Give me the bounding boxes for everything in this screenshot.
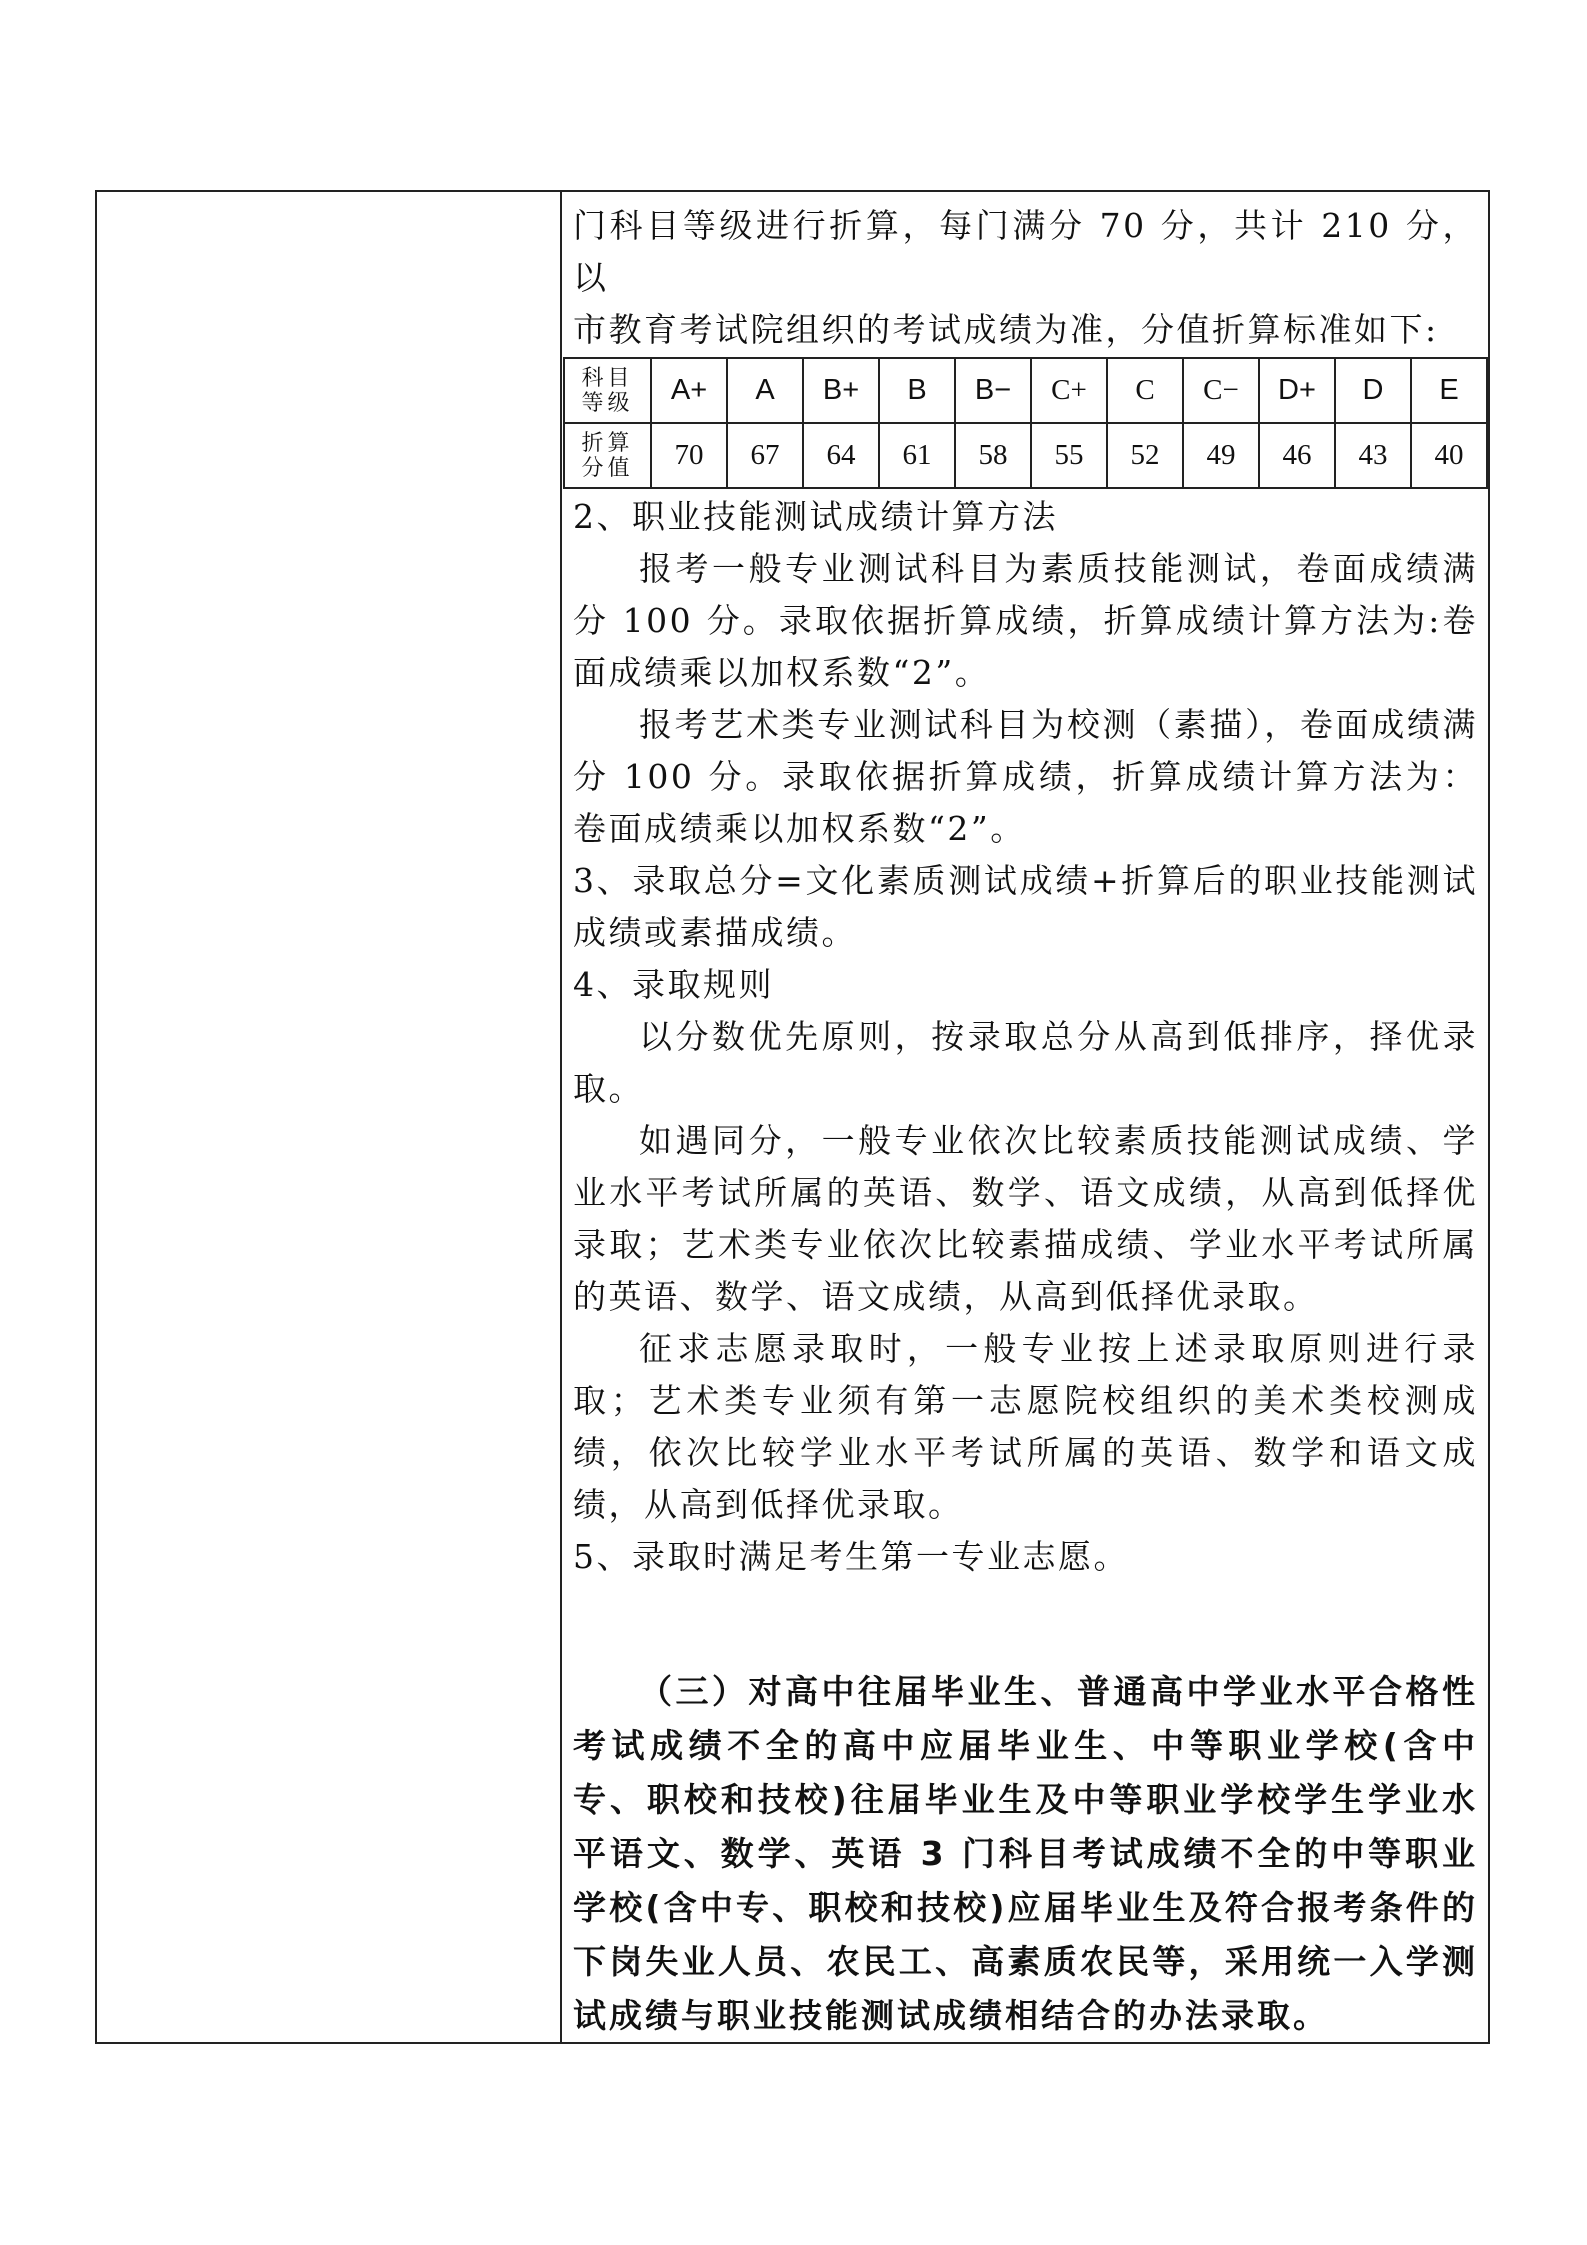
section2-heading: 2、职业技能测试成绩计算方法 bbox=[573, 497, 1058, 536]
value-cell: 61 bbox=[879, 423, 955, 488]
section5-text: 5、录取时满足考生第一专业志愿。 bbox=[573, 1537, 1129, 1576]
intro-text bbox=[573, 200, 1478, 356]
section4-para-2: 如遇同分，一般专业依次比较素质技能测试成绩、学业水平考试所属的英语、数学、语文成绩，从高到低择优录取；艺术类专业依次比较素描成绩、学业水平考试所属的英语、数学、语文成绩，从高到低择优录取。 bbox=[573, 1121, 1478, 1316]
grade-row-header: 科目 等级 bbox=[564, 358, 651, 423]
intro-line-1: 门科目等级进行折算，每门满分 70 分，共计 210 分，以 bbox=[573, 206, 1478, 297]
grade-cell: D bbox=[1335, 358, 1411, 423]
section4-para-1: 以分数优先原则，按录取总分从高到低排序，择优录取。 bbox=[573, 1017, 1478, 1108]
grade-row bbox=[564, 358, 1487, 423]
section-three-para: （三）对高中往届毕业生、普通高中学业水平合格性考试成绩不全的高中应届毕业生、中等职业学校(含中专、职校和技校)往届毕业生及中等职业学校学生学业水平语文、数学、英语 3 门科目考试成绩不全的中等职业学校(含中专、职校和技校)应届毕业生及符合报考条件的下岗失业人员、农民工、高素质农民等，采用统一入学测试成绩与职业技能测试成绩相结合的办法录取。 bbox=[573, 1672, 1478, 2035]
grade-cell: A+ bbox=[651, 358, 727, 423]
value-cell: 43 bbox=[1335, 423, 1411, 488]
value-cell: 70 bbox=[651, 423, 727, 488]
section4-para-3: 征求志愿录取时，一般专业按上述录取原则进行录取；艺术类专业须有第一志愿院校组织的美术类校测成绩，依次比较学业水平考试所属的英语、数学和语文成绩，从高到低择优录取。 bbox=[573, 1329, 1478, 1524]
value-cell: 49 bbox=[1183, 423, 1259, 488]
body-text bbox=[573, 491, 1478, 1583]
content-cell bbox=[563, 190, 1488, 2042]
grade-cell: D+ bbox=[1259, 358, 1335, 423]
grade-cell: C− bbox=[1183, 358, 1259, 423]
section2-para-1: 报考一般专业测试科目为素质技能测试，卷面成绩满分 100 分。录取依据折算成绩，折算成绩计算方法为:卷面成绩乘以加权系数“2”。 bbox=[573, 549, 1478, 692]
grade-cell: B− bbox=[955, 358, 1031, 423]
grade-cell: C bbox=[1107, 358, 1183, 423]
section3-text: 3、录取总分=文化素质测试成绩+折算后的职业技能测试成绩或素描成绩。 bbox=[573, 861, 1478, 952]
section4-heading: 4、录取规则 bbox=[573, 965, 774, 1004]
grade-cell: E bbox=[1411, 358, 1487, 423]
column-divider bbox=[560, 190, 562, 2044]
value-cell: 46 bbox=[1259, 423, 1335, 488]
grade-cell: B bbox=[879, 358, 955, 423]
section2-para-2: 报考艺术类专业测试科目为校测（素描），卷面成绩满分 100 分。录取依据折算成绩，折算成绩计算方法为：卷面成绩乘以加权系数“2”。 bbox=[573, 705, 1478, 848]
grade-cell: B+ bbox=[803, 358, 879, 423]
grade-cell: A bbox=[727, 358, 803, 423]
value-cell: 67 bbox=[727, 423, 803, 488]
grade-conversion-table bbox=[563, 357, 1488, 489]
value-cell: 40 bbox=[1411, 423, 1487, 488]
value-cell: 58 bbox=[955, 423, 1031, 488]
value-row-header: 折算 分值 bbox=[564, 423, 651, 488]
value-cell: 55 bbox=[1031, 423, 1107, 488]
value-cell: 64 bbox=[803, 423, 879, 488]
intro-line-2: 市教育考试院组织的考试成绩为准，分值折算标准如下: bbox=[573, 310, 1439, 349]
value-cell: 52 bbox=[1107, 423, 1183, 488]
value-row bbox=[564, 423, 1487, 488]
section-three-text bbox=[573, 1665, 1478, 2043]
grade-cell: C+ bbox=[1031, 358, 1107, 423]
